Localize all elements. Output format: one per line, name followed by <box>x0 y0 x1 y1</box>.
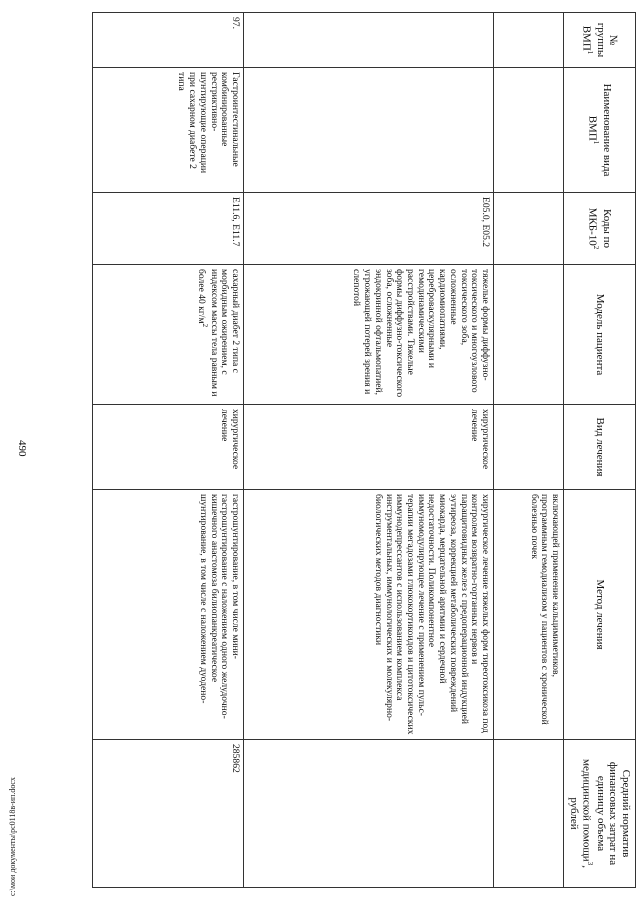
cell-group-no <box>244 13 494 68</box>
rotated-table-sheet <box>92 12 636 887</box>
cell-icd-codes <box>494 193 564 265</box>
cell-treatment-type <box>494 405 564 490</box>
cell-group-no <box>494 13 564 68</box>
header-row <box>564 13 636 888</box>
cell-patient-model <box>494 265 564 405</box>
page-number: 490 <box>16 440 28 457</box>
cell-treatment-type: хирургическое лечение <box>93 405 244 490</box>
cell-treatment-method: хирургическое лечение тяжелых форм тиреотоксикоза под контролем возвратно-гортанных нервов и паращитовидных желез с предоперационной индукцией эутиреоза, коррекцией метаболических повреждений миокарда, мерцательной аритмии и сердечной недостаточности. Поликомпонентное иммуномодулирующее лечение с применением пульс-терапии мегадозами глюкокортикоидов и цитотоксических иммунодепрессантов с использованием комплекса инструментальных, иммунологических и молекулярно-биологических методов диагностики <box>244 490 494 740</box>
header-patient-model: Модель пациента <box>564 265 636 405</box>
header-cost: Средний норматив финансовых затрат на единицу объема медицинской помощи$^3$, рублей <box>564 740 636 888</box>
cell-icd-codes: E05.0, E05.2 <box>244 193 494 265</box>
cell-patient-model: тяжелые формы диффузно-токсического и многоузлового токсического зоба, осложненные кардиомиопатиями, цереброваскулярными и гемодинамическими расстройствами. Тяжелые формы диффузно-токсического зоба, осложненные эндокринной офтальмопатией, угрожающей потерей зрения и слепотой <box>244 265 494 405</box>
vmp-table <box>92 12 636 888</box>
cell-vmp-name: Гастроинтестинальные комбинированные рестриктивно-шунтирующие операции при сахарном диабете 2 типа <box>93 68 244 193</box>
cell-patient-model: сахарный диабет 2 типа с морбидным ожирением, с индексом массы тела равным и более 40 $кг/м^2$ <box>93 265 244 405</box>
table-row <box>93 13 244 888</box>
cell-cost: 285862 <box>93 740 244 888</box>
cell-treatment-method: гастрошунтирование, в том числе мини-гастрошунтирование с наложением одного желудочно-кишечного анастомоза билиопанкреатическое шунтирование, в том числе с наложением дуодено- <box>93 490 244 740</box>
cell-vmp-name <box>244 68 494 193</box>
header-treatment-method: Метод лечения <box>564 490 636 740</box>
header-group-no: № группы ВМП$^1$ <box>564 13 636 68</box>
table-row <box>494 13 564 888</box>
cell-cost <box>494 740 564 888</box>
cell-treatment-type: хирургическое лечение <box>244 405 494 490</box>
table-row <box>244 13 494 888</box>
cell-group-no: 97. <box>93 13 244 68</box>
cell-vmp-name <box>494 68 564 193</box>
cell-treatment-method: включающей применение кальцимиметиков, программным гемодиализом у пациентов с хронической болезнью почек <box>494 490 564 740</box>
header-treatment-type: Вид лечения <box>564 405 636 490</box>
cell-cost <box>244 740 494 888</box>
cell-icd-codes: E11.6, E11.7 <box>93 193 244 265</box>
header-icd-codes: Коды по МКБ-$10^2$ <box>564 193 636 265</box>
header-vmp-name: Наименование вида ВМП$^1$ <box>564 68 636 193</box>
footer-file-path: c:\мои документы\рс0118в-ип.docx <box>8 777 17 896</box>
